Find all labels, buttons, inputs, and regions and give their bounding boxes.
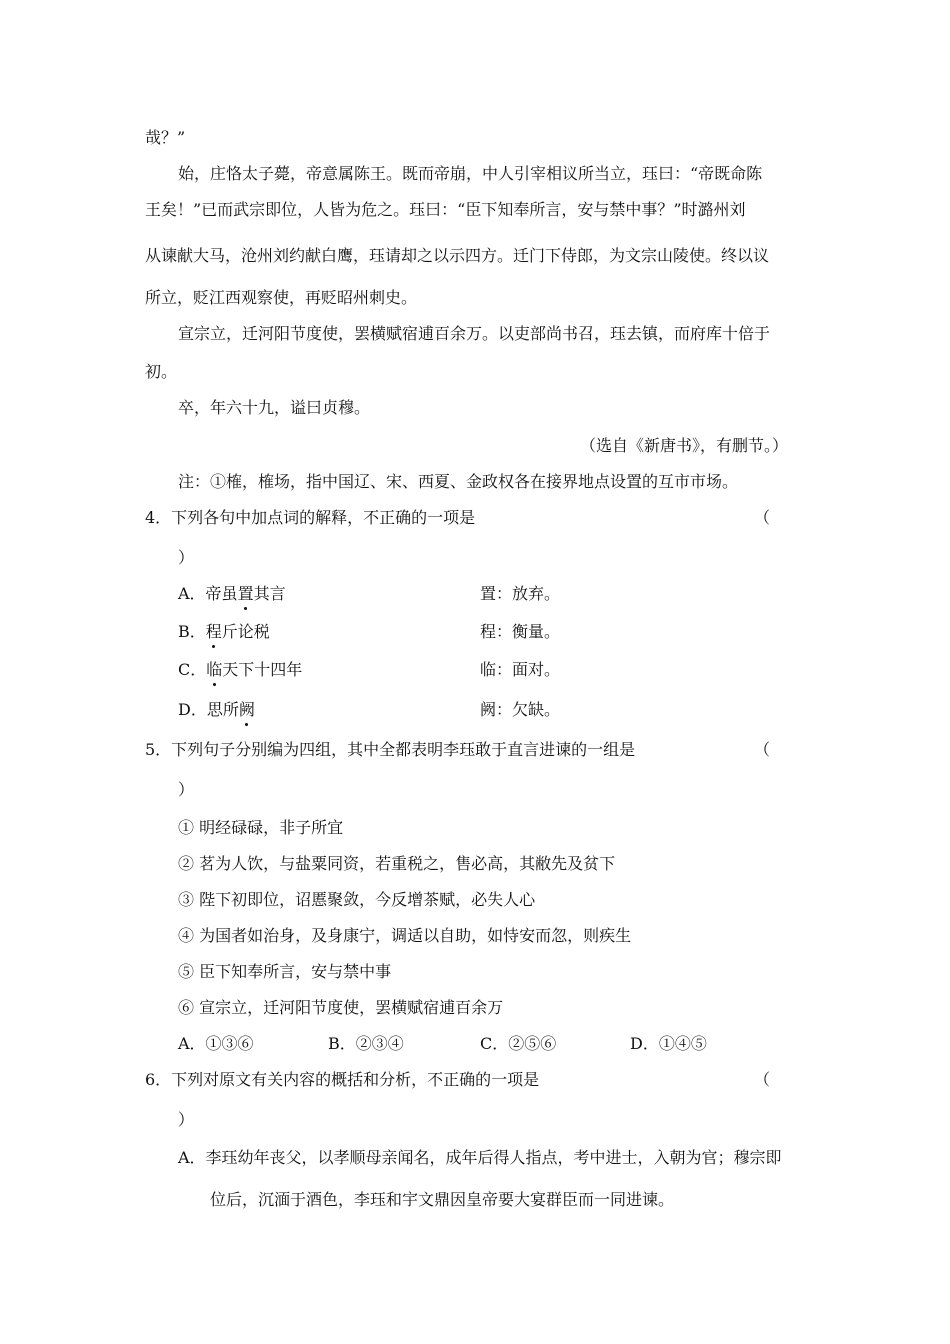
question-4-stem: 4．下列各句中加点词的解释，不正确的一项是: [145, 508, 476, 527]
option-text: C．: [178, 660, 207, 679]
passage-line: 卒，年六十九，谥曰贞穆。: [178, 398, 371, 417]
question-5-item: ④ 为国者如治身，及身康宁，调适以自助，如恃安而忽，则疾生: [178, 926, 632, 945]
question-6-paren-close: ）: [178, 1110, 195, 1129]
question-5-paren-open: （: [754, 740, 771, 759]
passage-line: 哉？”: [145, 128, 186, 147]
question-4-option-b-meaning: 程：衡量。: [480, 622, 561, 641]
question-4-option-a[interactable]: [178, 584, 286, 604]
question-5-choice-d[interactable]: D．①④⑤: [630, 1034, 707, 1053]
option-text: 斤论税: [221, 622, 270, 641]
question-5-choice-b[interactable]: B．②③④: [328, 1034, 404, 1053]
passage-line: 初。: [145, 362, 178, 381]
question-4-option-c-meaning: 临：面对。: [480, 660, 561, 679]
dotted-word: 阙: [238, 700, 255, 719]
question-4-option-b[interactable]: [178, 622, 270, 642]
question-4-option-c[interactable]: [178, 660, 302, 680]
question-6-option-a[interactable]: A．李珏幼年丧父，以孝顺母亲闻名，成年后得人指点，考中进士，入朝为官；穆宗即: [178, 1148, 782, 1167]
dotted-word: 置: [237, 584, 254, 603]
option-text: B．: [178, 622, 206, 641]
question-6-option-a-continued: 位后，沉湎于酒色，李珏和宇文鼎因皇帝要大宴群臣而一同进谏。: [210, 1190, 675, 1209]
footnote: 注：①榷，榷场，指中国辽、宋、西夏、金政权各在接界地点设置的互市市场。: [178, 472, 739, 491]
question-4-paren-open: （: [754, 508, 771, 527]
passage-line: 始，庄恪太子薨，帝意属陈王。既而帝崩，中人引宰相议所当立，珏曰：“帝既命陈: [178, 164, 763, 183]
source-citation: （选自《新唐书》，有删节。）: [580, 436, 789, 455]
passage-line: 从谏献大马，沧州刘约献白鹰，珏请却之以示四方。迁门下侍郎，为文宗山陵使。终以议: [145, 246, 770, 265]
question-5-item: ② 茗为人饮，与盐粟同资，若重税之，售必高，其敝先及贫下: [178, 854, 616, 873]
question-5-paren-close: ）: [178, 780, 195, 799]
option-text: D．思所: [178, 700, 239, 719]
option-text: A．帝虽: [178, 584, 238, 603]
option-text: 天下十四年: [222, 660, 303, 679]
dotted-word: 临: [206, 660, 223, 679]
question-5-choice-c[interactable]: C．②⑤⑥: [480, 1034, 557, 1053]
question-5-item: ③ 陛下初即位，诏慝聚敛，今反增茶赋，必失人心: [178, 890, 536, 909]
question-5-stem: 5．下列句子分别编为四组，其中全都表明李珏敢于直言进谏的一组是: [145, 740, 636, 759]
question-6-paren-open: （: [754, 1070, 771, 1089]
question-6-stem: 6．下列对原文有关内容的概括和分析，不正确的一项是: [145, 1070, 540, 1089]
question-5-choice-a[interactable]: A．①③⑥: [178, 1034, 254, 1053]
option-text: 其言: [253, 584, 286, 603]
passage-line: 宣宗立，迁河阳节度使，罢横赋宿逋百余万。以吏部尚书召，珏去镇，而府库十倍于: [178, 324, 771, 343]
question-4-option-d[interactable]: [178, 700, 255, 720]
passage-line: 王矣！”已而武宗即位，人皆为危之。珏曰：“臣下知奉所言，安与禁中事？”时潞州刘: [145, 200, 746, 219]
question-4-option-a-meaning: 置：放弃。: [480, 584, 561, 603]
question-4-paren-close: ）: [178, 548, 195, 567]
passage-line: 所立，贬江西观察使，再贬昭州刺史。: [145, 288, 418, 307]
question-5-item: ⑤ 臣下知奉所言，安与禁中事: [178, 962, 392, 981]
question-5-item: ⑥ 宣宗立，迁河阳节度使，罢横赋宿逋百余万: [178, 998, 504, 1017]
dotted-word: 程: [205, 622, 222, 641]
question-4-option-d-meaning: 阙：欠缺。: [480, 700, 561, 719]
question-5-item: ① 明经碌碌，非子所宜: [178, 818, 344, 837]
